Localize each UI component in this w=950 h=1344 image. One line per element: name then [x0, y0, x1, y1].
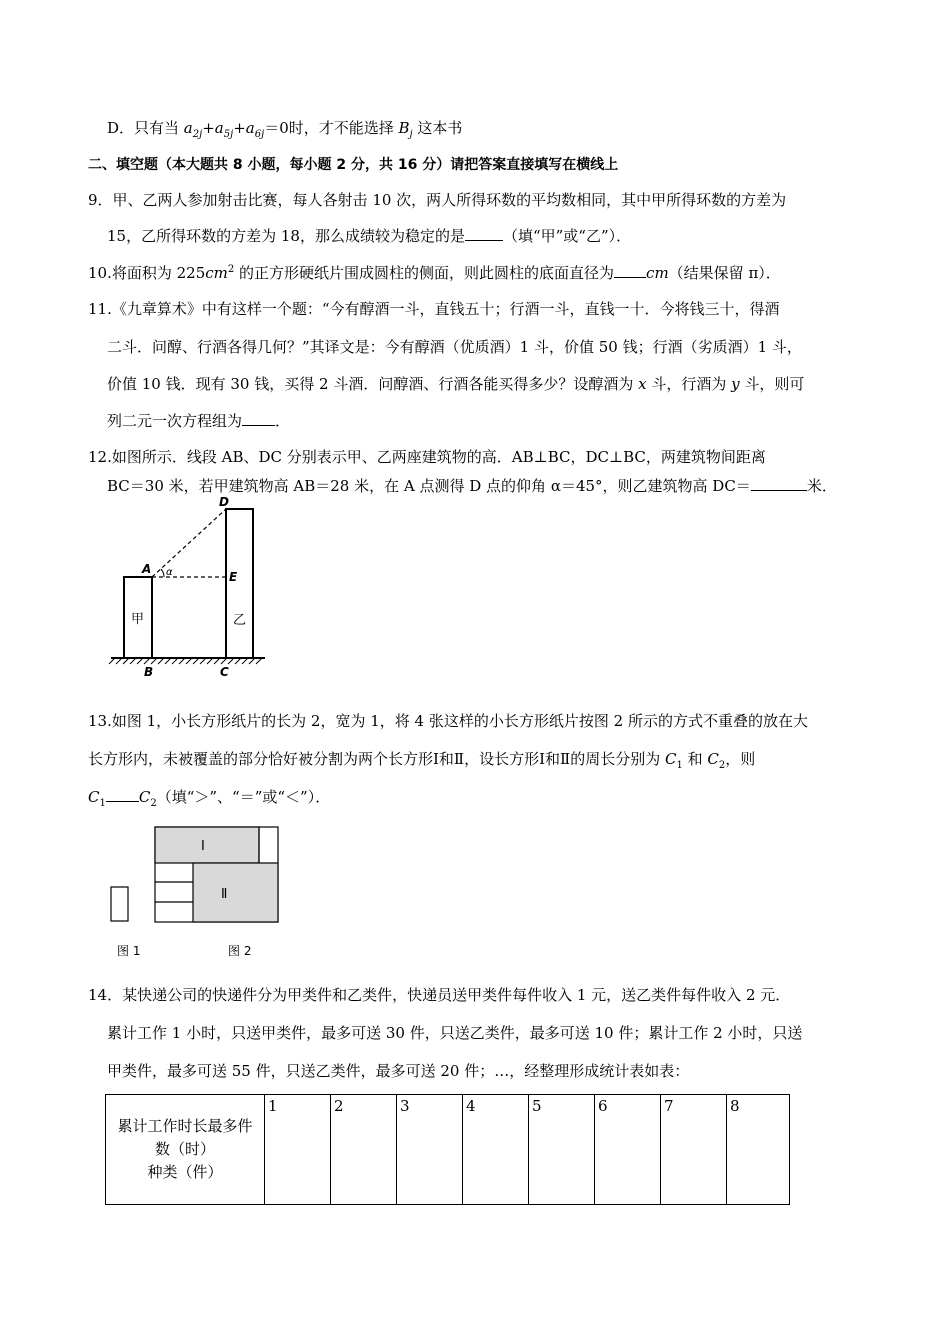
label-a: A	[142, 562, 152, 576]
q12-line1: 12.如图所示．线段 AB、DC 分别表示甲、乙两座建筑物的高．AB⊥BC，DC⊥BC，两建筑物间距离	[88, 448, 766, 466]
statistics-table	[105, 1094, 790, 1205]
q9-line1: 9．甲、乙两人参加射击比赛，每人各射击 10 次，两人所得环数的平均数相同，其中甲所得环数的方差为	[88, 191, 787, 209]
q9-line2: 15，乙所得环数的方差为 18，那么成绩较为稳定的是 （填“甲”或“乙”）．	[107, 227, 632, 245]
q11-line1: 11.《九章算术》中有这样一个题：“今有醇酒一斗，直钱五十；行酒一斗，直钱一十．今将钱三十，得酒	[88, 300, 780, 318]
answer-blank[interactable]	[465, 226, 503, 241]
q12-line2: BC＝30 米，若甲建筑物高 AB＝28 米，在 A 点测得 D 点的仰角 α＝45°，则乙建筑物高 DC＝ 米．	[107, 477, 837, 495]
q14-line2: 累计工作 1 小时，只送甲类件，最多可送 30 件，只送乙类件，最多可送 10 件；累计工作 2 小时，只送	[107, 1024, 803, 1042]
q11-line2: 二斗．问醇、行酒各得几何？”其译文是：今有醇酒（优质酒）1 斗，价值 50 钱；行酒（劣质酒）1 斗，	[107, 338, 802, 356]
label-d: D	[219, 495, 229, 509]
small-rectangle	[111, 887, 128, 921]
sight-line	[152, 509, 226, 577]
answer-blank[interactable]	[614, 263, 646, 278]
q11-line4: 列二元一次方程组为 ．	[107, 412, 291, 430]
answer-blank[interactable]	[242, 411, 275, 426]
q13-line1: 13.如图 1，小长方形纸片的长为 2，宽为 1，将 4 张这样的小长方形纸片按图 2 所示的方式不重叠的放在大	[88, 712, 808, 730]
label-jia: 甲	[131, 612, 145, 627]
rectangles-figure	[108, 822, 283, 962]
table-cell: 6	[595, 1095, 661, 1205]
label-c: C	[220, 665, 229, 679]
table-cell: 7	[661, 1095, 727, 1205]
answer-blank[interactable]	[751, 476, 807, 491]
label-b: B	[144, 665, 154, 679]
q10: 10.将面积为 $225cm^2$ 的正方形硬纸片围成圆柱的侧面，则此圆柱的底面直径为 cm（结果保留 π）．	[88, 264, 781, 282]
building-figure	[105, 493, 280, 683]
q14-line1: 14．某快递公司的快递件分为甲类件和乙类件，快递员送甲类件每件收入 1 元，送乙类件每件收入 2 元．	[88, 986, 791, 1004]
region-i	[155, 827, 259, 863]
label-e: E	[229, 570, 238, 584]
q13-line3: $C_1$ $C_2$（填“＞”、“＝”或“＜”）．	[88, 788, 331, 809]
label-i: Ⅰ	[201, 839, 205, 854]
q13-line2: 长方形内，未被覆盖的部分恰好被分割为两个长方形Ⅰ和Ⅱ，设长方形Ⅰ和Ⅱ的周长分别为 $C_1$ 和 $C_2$，则	[88, 750, 756, 771]
section-heading: 二、填空题（本大题共 8 小题，每小题 2 分，共 16 分）请把答案直接填写在横线上	[88, 157, 619, 173]
q8-option-d: D．只有当 $a_{2j}+a_{5j}+a_{6j}=0$时，才不能选择 $B_j$ 这本书	[107, 119, 463, 140]
answer-blank[interactable]	[106, 787, 139, 802]
table-cell: 2	[331, 1095, 397, 1205]
label-ii: Ⅱ	[221, 887, 228, 902]
q11-line3: 价值 10 钱．现有 30 钱，买得 2 斗酒．问醇酒、行酒各能买得多少？设醇酒为 x 斗，行酒为 y 斗，则可	[107, 375, 805, 393]
table-cell: 3	[397, 1095, 463, 1205]
table-row	[106, 1095, 790, 1205]
table-cell: 5	[529, 1095, 595, 1205]
q14-line3: 甲类件，最多可送 55 件，只送乙类件，最多可送 20 件；…，经整理形成统计表如表：	[107, 1062, 690, 1080]
table-header-cell: 累计工作时长最多件 数（时） 种类（件）	[106, 1095, 265, 1205]
table-cell: 4	[463, 1095, 529, 1205]
label-alpha: α	[166, 567, 173, 578]
table-cell: 1	[265, 1095, 331, 1205]
caption-2: 图 2	[228, 944, 252, 958]
region-ii	[193, 863, 278, 922]
table-cell: 8	[727, 1095, 790, 1205]
caption-1: 图 1	[117, 944, 141, 958]
label-yi: 乙	[233, 613, 247, 628]
